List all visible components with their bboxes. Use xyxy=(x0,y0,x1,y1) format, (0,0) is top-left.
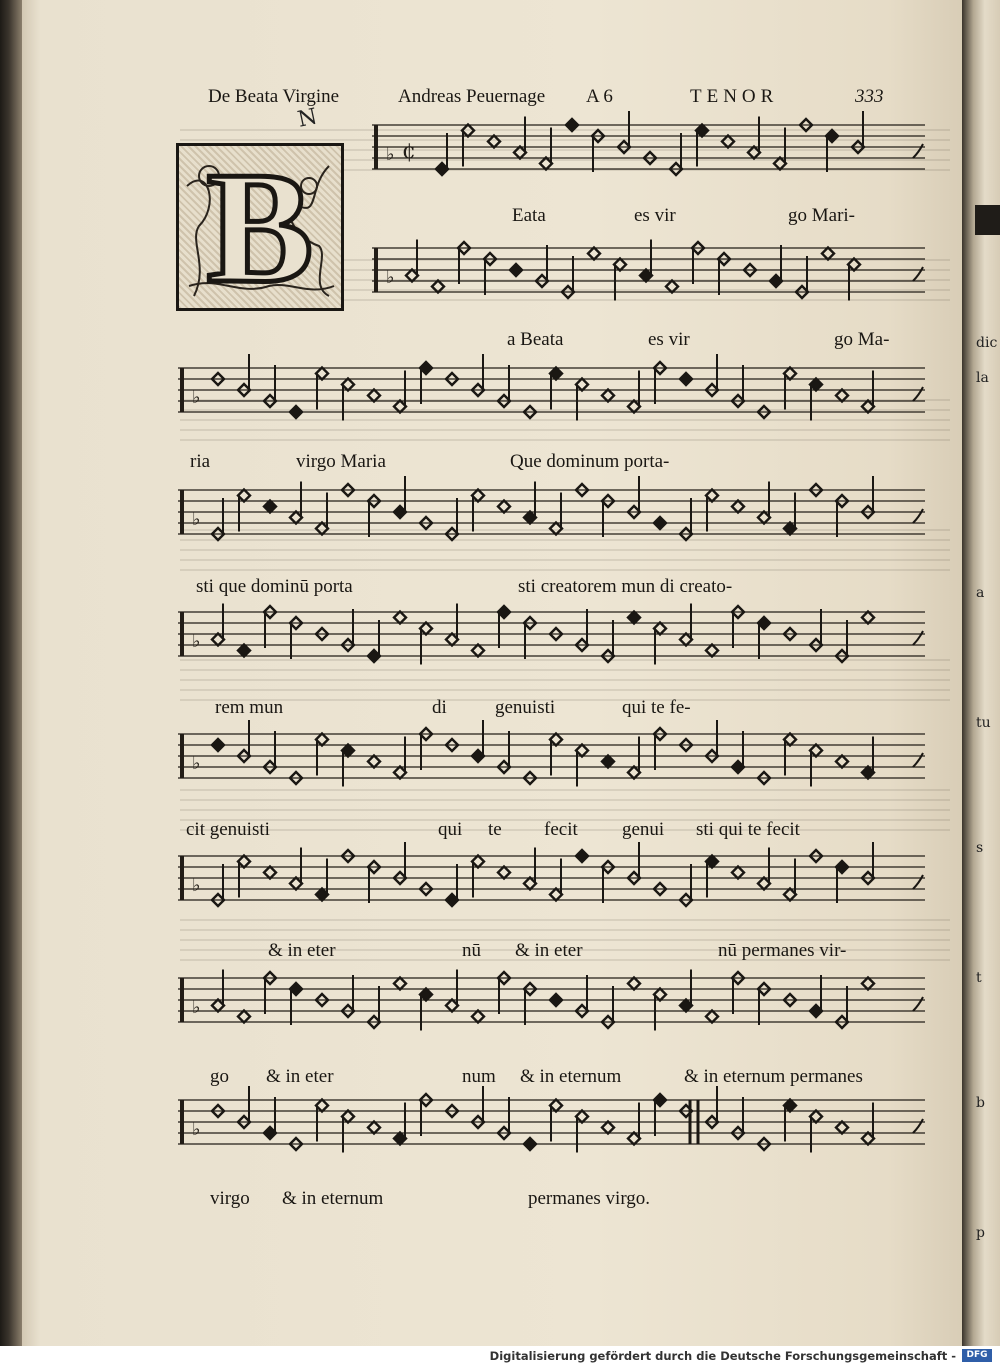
lyric: permanes virgo. xyxy=(528,1188,651,1209)
custos xyxy=(913,997,923,1011)
note-head xyxy=(862,612,874,624)
custos xyxy=(913,509,923,523)
note-head xyxy=(836,1122,848,1134)
clef-mark xyxy=(180,856,184,900)
note-head xyxy=(550,994,562,1006)
lyric: & in eternum xyxy=(282,1188,384,1209)
lyric: nū permanes vir- xyxy=(718,940,847,961)
note-head xyxy=(862,978,874,990)
note-head xyxy=(666,281,678,293)
flat-sign: ♭ xyxy=(192,1119,201,1140)
note-head xyxy=(368,1122,380,1134)
facing-margin-word: p xyxy=(976,1225,985,1241)
custos xyxy=(913,631,923,645)
note-head xyxy=(836,390,848,402)
clef-mark xyxy=(374,248,378,292)
flat-sign: ♭ xyxy=(192,875,201,896)
flat-sign: ♭ xyxy=(192,997,201,1018)
note-head xyxy=(238,645,250,657)
note-head xyxy=(394,978,406,990)
note-head xyxy=(264,501,276,513)
facing-margin-word: a xyxy=(976,585,985,601)
note-head xyxy=(510,264,522,276)
lyric: & in eter xyxy=(515,940,583,961)
flat-sign: ♭ xyxy=(192,387,201,408)
note-head xyxy=(472,645,484,657)
lyric: es vir xyxy=(634,205,676,226)
note-head xyxy=(680,373,692,385)
note-head xyxy=(488,136,500,148)
note-head xyxy=(576,850,588,862)
note-head xyxy=(498,501,510,513)
facing-margin-word: tu xyxy=(976,715,991,731)
lyric: genuisti xyxy=(495,697,556,718)
clef-mark xyxy=(180,1100,184,1144)
facing-margin-word: t xyxy=(976,970,982,986)
lyric: & in eternum permanes xyxy=(684,1066,863,1087)
header-composer: Andreas Peuernage xyxy=(398,86,546,107)
lyric: virgo Maria xyxy=(296,451,386,472)
lyric: genui xyxy=(622,819,665,840)
note-head xyxy=(822,248,834,260)
custos xyxy=(913,875,923,889)
lyric: qui xyxy=(438,819,463,840)
facing-margin-word: dic xyxy=(976,335,998,351)
lyric: di xyxy=(432,697,447,718)
note-head xyxy=(732,867,744,879)
flat-sign: ♭ xyxy=(192,509,201,530)
lyric: nū xyxy=(462,940,481,961)
flat-sign: ♭ xyxy=(386,267,395,288)
lyric: sti creatorem mun di creato- xyxy=(518,576,733,597)
header-title: De Beata Virgine xyxy=(208,86,340,107)
note-head xyxy=(706,645,718,657)
lyric: num xyxy=(462,1066,496,1087)
note-head xyxy=(566,119,578,131)
lyric: te xyxy=(488,819,502,840)
note-head xyxy=(602,390,614,402)
page-number: 333 xyxy=(855,86,884,107)
lyric: go Mari- xyxy=(788,205,856,226)
flat-sign: ♭ xyxy=(192,631,201,652)
lyric: Eata xyxy=(512,205,546,226)
lyric: cit genuisti xyxy=(186,819,270,840)
clef-mark xyxy=(180,612,184,656)
custos xyxy=(913,1119,923,1133)
dfg-logo: DFG xyxy=(962,1349,992,1362)
note-head xyxy=(836,756,848,768)
note-head xyxy=(732,501,744,513)
note-head xyxy=(368,756,380,768)
initial-letter: B xyxy=(206,138,314,316)
header-part: TENOR xyxy=(690,86,779,107)
clef-mark xyxy=(180,978,184,1022)
note-head xyxy=(628,978,640,990)
clef-mark xyxy=(180,490,184,534)
note-head xyxy=(498,867,510,879)
custos xyxy=(913,753,923,767)
note-head xyxy=(368,390,380,402)
lyric: a Beata xyxy=(507,329,564,350)
pencil-mark: N xyxy=(295,104,320,133)
note-head xyxy=(472,1011,484,1023)
lyric: rem mun xyxy=(215,697,284,718)
lyric: qui te fe- xyxy=(622,697,691,718)
lyric: ria xyxy=(190,451,211,472)
facing-margin-word: la xyxy=(976,370,989,386)
lyric: virgo xyxy=(210,1188,250,1209)
note-head xyxy=(394,612,406,624)
lyric: sti que dominū porta xyxy=(196,576,353,597)
note-head xyxy=(432,281,444,293)
mensuration-sign: ¢ xyxy=(402,139,416,164)
footer-credit: Digitalisierung gefördert durch die Deutsche Forschungsgemeinschaft - xyxy=(489,1349,956,1363)
custos xyxy=(913,267,923,281)
lyric: go xyxy=(210,1066,229,1087)
note-head xyxy=(524,1138,536,1150)
lyric: go Ma- xyxy=(834,329,890,350)
facing-margin-word: s xyxy=(976,840,984,856)
custos xyxy=(913,387,923,401)
note-head xyxy=(706,1011,718,1023)
note-head xyxy=(628,612,640,624)
note-head xyxy=(264,867,276,879)
note-head xyxy=(212,739,224,751)
note-head xyxy=(654,517,666,529)
lyric: Que dominum porta- xyxy=(510,451,670,472)
note-head xyxy=(588,248,600,260)
note-head xyxy=(290,406,302,418)
lyric: & in eter xyxy=(268,940,336,961)
note-head xyxy=(602,1122,614,1134)
flat-sign: ♭ xyxy=(192,753,201,774)
lyric: & in eter xyxy=(266,1066,334,1087)
note-head xyxy=(238,1011,250,1023)
lyric: & in eternum xyxy=(520,1066,622,1087)
note-head xyxy=(602,756,614,768)
clef-mark xyxy=(180,368,184,412)
custos xyxy=(913,144,923,158)
lyric: es vir xyxy=(648,329,690,350)
note-head xyxy=(722,136,734,148)
facing-margin-word: b xyxy=(976,1095,985,1111)
clef-mark xyxy=(180,734,184,778)
lyric: fecit xyxy=(544,819,578,840)
lyric: sti qui te fecit xyxy=(696,819,800,840)
clef-mark xyxy=(374,125,378,169)
header-voices: A 6 xyxy=(586,86,613,107)
flat-sign: ♭ xyxy=(386,144,395,165)
